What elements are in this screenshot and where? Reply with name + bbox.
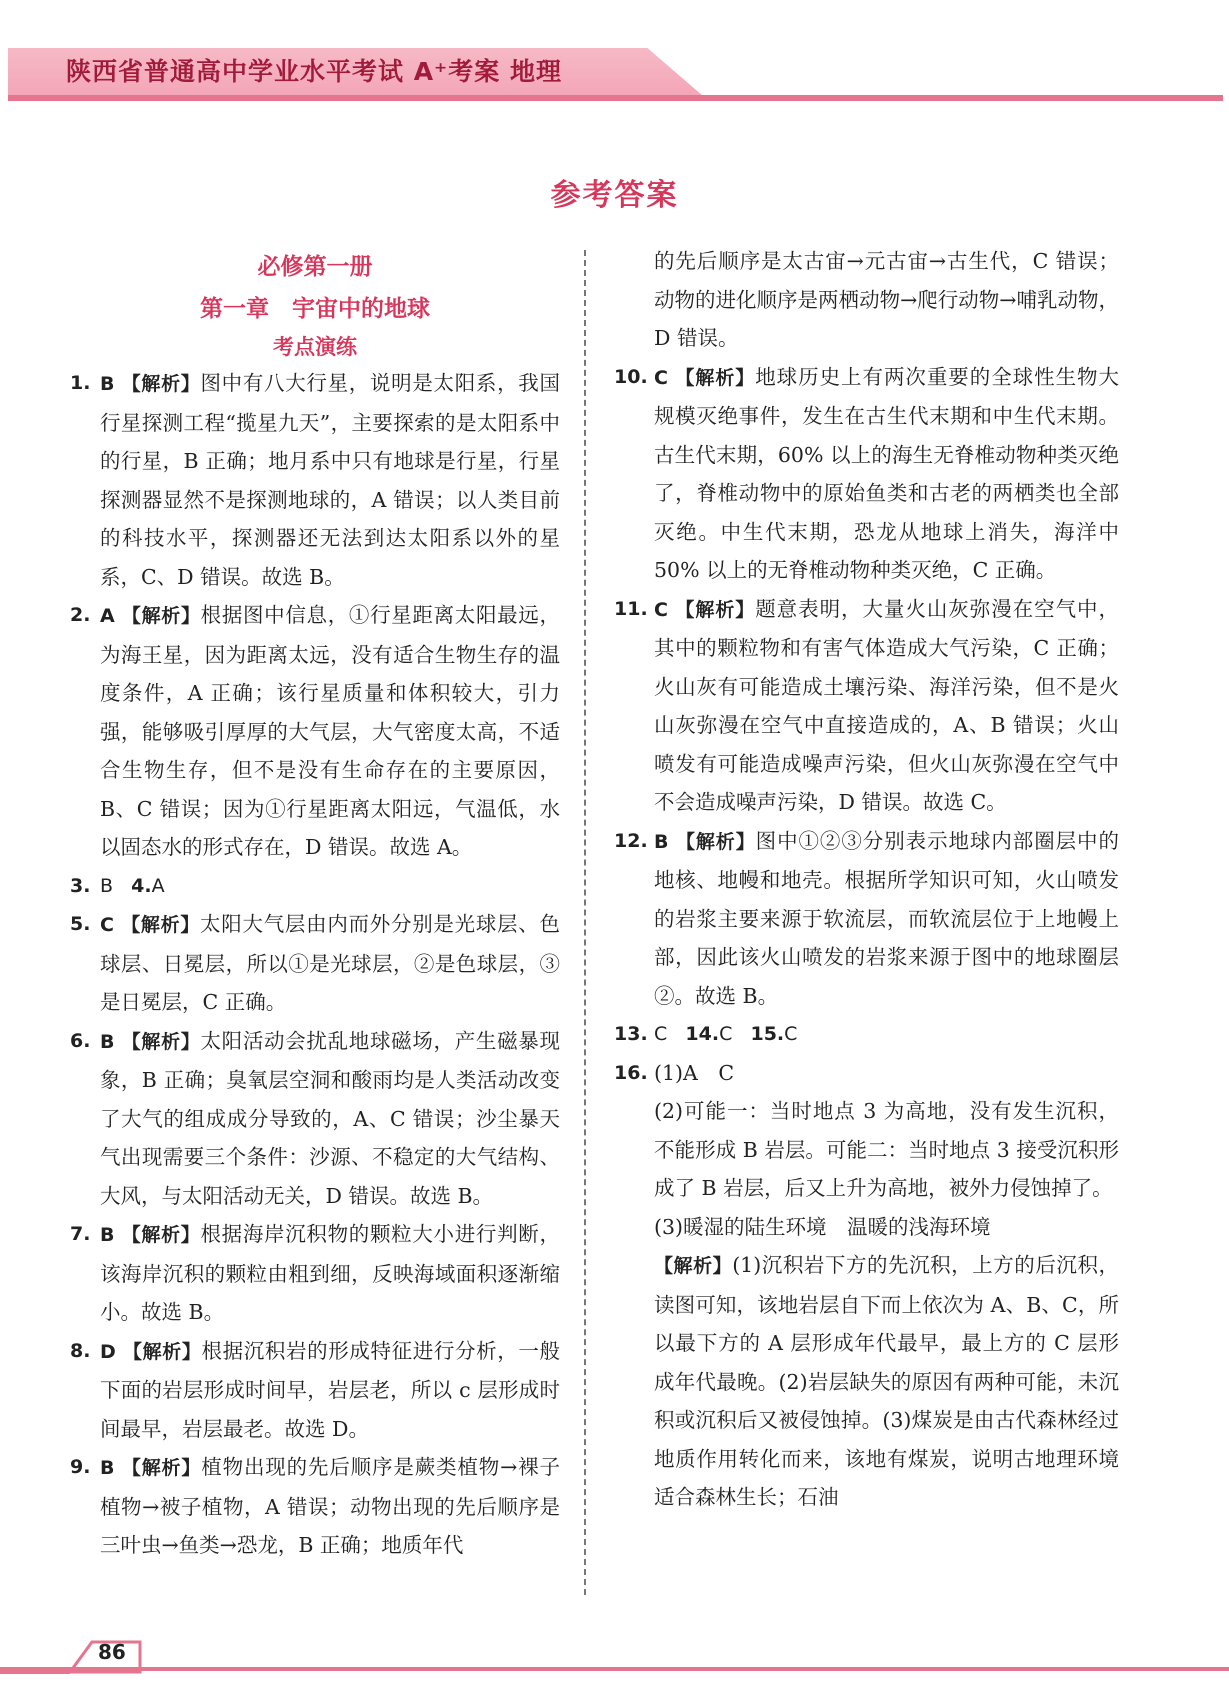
answer-letter: C [654,598,668,621]
item-number: 13. [614,1023,648,1045]
analysis-text: 太阳大气层由内而外分别是光球层、色球层、日冕层，所以①是光球层，②是色球层，③是日冕层，C 正确。 [100,912,560,1014]
answer-letter: A [100,605,115,627]
analysis-text: 图中有八大行星，说明是太阳系，我国行星探测工程“揽星九天”，主要探索的是太阳系中的行星，B 正确；地月系中只有地球是行星，行星探测器显然不是探测地球的，A 错误；以人类目前的科技水平，探测器还无法到达太阳系以外的星系，C、D 错误。故选 B。 [100,371,560,589]
analysis-tag: 【解析】 [122,1340,202,1363]
header-rule [8,95,1223,101]
answer-item-7 [70,1215,560,1332]
answer-letter: D [100,1340,116,1363]
answer-letter: B [100,874,114,897]
footer-rule [0,1667,1229,1671]
answer-letter: B [654,830,669,853]
answer-item-5 [70,905,560,1022]
analysis-tag: 【解析】 [121,373,201,395]
analysis-text: 题意表明，大量火山灰弥漫在空气中，其中的颗粒物和有害气体造成大气污染，C 正确；火山灰有可能造成土壤污染、海洋污染，但不是火山灰弥漫在空气中直接造成的，A、B 错误；火山喷发有可能造成噪声污染，但火山灰弥漫在空气中不会造成噪声污染，D 错误。故选 C。 [654,596,1119,814]
analysis-tag: 【解析】 [121,1457,202,1479]
analysis-16 [614,1246,1119,1517]
answer-letter: C [654,366,668,389]
section-heading: 考点演练 [273,335,357,359]
answer-item-13-15 [614,1015,1119,1054]
item-number: 14. [685,1023,720,1045]
analysis-tag: 【解析】 [675,830,756,853]
answer-letter: A [151,874,165,897]
answer-letter: B [100,373,115,395]
item-number: 11. [614,597,648,620]
analysis-text: 太阳活动会扰乱地球磁场，产生磁暴现象，B 正确；臭氧层空洞和酸雨均是人类活动改变了大气的组成成分导致的，A、C 错误；沙尘暴天气出现需要三个条件：沙源、不稳定的大气结构、大风，与太阳活动无关，D 错误。故选 B。 [100,1028,560,1208]
analysis-text: 根据海岸沉积物的颗粒大小进行判断，该海岸沉积的颗粒由粗到细，反映海域面积逐渐缩小。故选 B。 [100,1222,560,1324]
answer-letter: C [654,1023,668,1045]
sub-answer-3: (3)暖湿的陆生环境 温暖的浅海环境 [654,1214,991,1239]
analysis-tag: 【解析】 [121,1224,201,1246]
answer-letter: C [100,914,114,936]
analysis-text: 根据沉积岩的形成特征进行分析，一般下面的岩层形成时间早，岩层老，所以 c 层形成时间最早，岩层最老。故选 D。 [100,1338,560,1441]
answer-letter: B [100,1030,115,1053]
analysis-tag: 【解析】 [675,366,756,389]
analysis-text: 植物出现的先后顺序是蕨类植物→裸子植物→被子植物，A 错误；动物出现的先后顺序是三叶虫→鱼类→恐龙，B 正确；地质年代 [100,1455,560,1557]
item-number: 8. [70,1339,91,1362]
analysis-tag: 【解析】 [121,914,201,936]
answer-item-12 [614,822,1119,1016]
answer-letter: B [100,1224,115,1246]
item-number: 12. [614,829,648,852]
answer-item-11 [614,590,1119,822]
page-number: 86 [98,1640,126,1664]
continuation-text: 的先后顺序是太古宙→元古宙→古生代，C 错误；动物的进化顺序是两栖动物→爬行动物→哺乳动物，D 错误。 [654,249,1119,350]
item-number: 15. [750,1023,785,1045]
item-number: 2. [70,604,91,626]
answer-item-3-4 [70,867,560,906]
chapter-heading: 第一章 宇宙中的地球 [200,296,430,322]
answer-item-1 [70,364,560,596]
sub-answer-2: (2)可能一：当时地点 3 为高地，没有发生沉积，不能形成 B 岩层。可能二：当时地点 3 接受沉积形成了 B 岩层，后又上升为高地，被外力侵蚀掉了。 [654,1099,1119,1200]
answer-item-16 [614,1054,1119,1093]
right-column [614,242,1119,1517]
analysis-text: 图中①②③分别表示地球内部圈层中的地核、地幔和地壳。根据所学知识可知，火山喷发的岩浆主要来源于软流层，而软流层位于上地幔上部，因此该火山喷发的岩浆来源于图中的地球圈层②。故选 B。 [654,828,1119,1008]
sub-answer-1: (1)A C [654,1060,735,1085]
item-number: 6. [70,1029,91,1052]
column-divider [584,250,586,1595]
answer-item-9 [70,1448,560,1565]
item-number: 5. [70,913,91,935]
answer-item-10 [614,358,1119,590]
answer-letter: C [719,1023,733,1045]
analysis-text: 地球历史上有两次重要的全球性生物大规模灭绝事件，发生在古生代末期和中生代末期。古生代末期，60% 以上的海生无脊椎动物种类灭绝了，脊椎动物中的原始鱼类和古老的两栖类也全部灭绝。中生代末期，恐龙从地球上消失，海洋中 50% 以上的无脊椎动物种类灭绝，C 正确。 [654,364,1119,582]
answer-item-8 [70,1332,560,1449]
book-title: 陕西省普通高中学业水平考试 A⁺考案 地理 [66,57,562,86]
analysis-tag: 【解析】 [121,605,201,627]
page-title: 参考答案 [550,178,679,213]
item-number: 9. [70,1456,91,1478]
item-number: 1. [70,372,91,394]
item-number: 7. [70,1223,91,1245]
analysis-tag: 【解析】 [121,1030,201,1053]
answer-item-6 [70,1022,560,1216]
item-number: 16. [614,1061,648,1084]
answer-letter: C [784,1023,798,1045]
left-column [70,246,560,1565]
book-heading: 必修第一册 [257,254,373,280]
analysis-text: 根据图中信息，①行星距离太阳最远，为海王星，因为距离太远，没有适合生物生存的温度条件，A 正确；该行星质量和体积较大，引力强，能够吸引厚厚的大气层，大气密度太高，不适合生物生存，但不是没有生命存在的主要原因，B、C 错误；因为①行星距离太阳远，气温低，水以固态水的形式存在，D 错误。故选 A。 [100,603,560,859]
analysis-text: (1)沉积岩下方的先沉积，上方的后沉积，读图可知，该地岩层自下而上依次为 A、B、C，所以最下方的 A 层形成年代最早，最上方的 C 层形成年代最晚。(2)岩层缺失的原因有两种可能，未沉积或沉积后又被侵蚀掉。(3)煤炭是由古代森林经过地质作用转化而来，该地有煤炭，说明古地理环境适合森林生长；石油 [654,1253,1119,1509]
analysis-tag: 【解析】 [654,1255,733,1277]
item-number: 10. [614,365,648,388]
analysis-tag: 【解析】 [675,598,756,621]
item-number: 4. [131,874,152,897]
item-number: 3. [70,874,91,897]
answer-letter: B [100,1457,115,1479]
answer-item-2 [70,596,560,867]
